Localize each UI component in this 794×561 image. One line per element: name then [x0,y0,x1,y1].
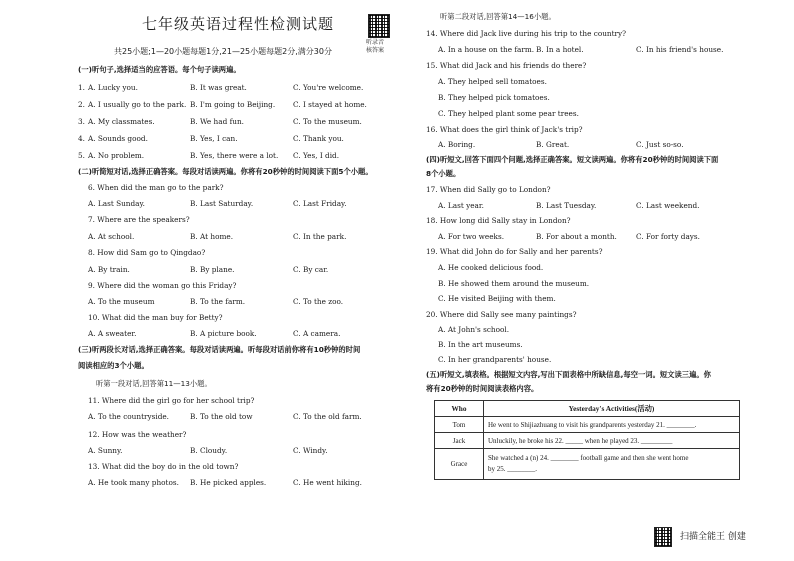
q13-question: 13. What did the boy do in the old town? [88,462,239,471]
q3-option-a[interactable]: A. My classmates. [88,117,155,126]
q1-option-b[interactable]: B. It was great. [190,83,247,92]
q3-option-b[interactable]: B. We had fun. [190,117,245,126]
q2-number: 2. [78,100,85,109]
q16-option-a[interactable]: A. Boring. [438,140,476,149]
table-header-activities: Yesterday's Activities(活动) [484,401,740,417]
q6-question: 6. When did the man go to the park? [88,183,224,192]
q10-option-b[interactable]: B. A picture book. [190,329,257,338]
q11-option-c[interactable]: C. To the old farm. [293,412,362,421]
q19-question: 19. What did John do for Sally and her parents? [426,247,603,256]
q9-question: 9. Where did the woman go this Friday? [88,281,237,290]
table-row [435,417,740,433]
q19-option-b[interactable]: B. He showed them around the museum. [438,279,590,288]
q20-option-b[interactable]: B. In the art museums. [438,340,523,349]
q8-option-a[interactable]: A. By train. [88,265,130,274]
section3-instruction-cont: 阅读相应的3个小题。 [78,361,149,370]
q13-option-b[interactable]: B. He picked apples. [190,478,267,487]
q6-option-c[interactable]: C. Last Friday. [293,199,347,208]
q13-option-c[interactable]: C. He went hiking. [293,478,362,487]
scanner-qr-icon [654,527,672,547]
scanner-brand: 扫描全能王 创建 [680,532,746,542]
q8-option-c[interactable]: C. By car. [293,265,329,274]
q19-option-c[interactable]: C. He visited Beijing with them. [438,294,556,303]
q16-option-c[interactable]: C. Just so-so. [636,140,684,149]
q6-option-a[interactable]: A. Last Sunday. [88,199,145,208]
q18-question: 18. How long did Sally stay in London? [426,216,571,225]
q20-option-a[interactable]: A. At John's school. [438,325,510,334]
section3-instruction: (三)听两段长对话,选择正确答案。每段对话读两遍。听每段对话前你将有10秒钟的时间 [78,345,361,354]
table-header-who: Who [435,401,484,417]
q7-option-b[interactable]: B. At home. [190,232,234,241]
q12-question: 12. How was the weather? [88,430,187,439]
section5-instruction-cont: 将有20秒钟的时间阅读表格内容。 [426,384,539,393]
q12-option-c[interactable]: C. Windy. [293,446,328,455]
q15-option-b[interactable]: B. They helped pick tomatoes. [438,93,550,102]
q14-option-c[interactable]: C. In his friend's house. [636,45,724,54]
q10-option-a[interactable]: A. A sweater. [88,329,137,338]
q1-option-c[interactable]: C. You're welcome. [293,83,364,92]
q7-option-a[interactable]: A. At school. [88,232,135,241]
q11-question: 11. Where did the girl go for her school trip? [88,396,255,405]
q10-option-c[interactable]: C. A camera. [293,329,341,338]
q7-question: 7. Where are the speakers? [88,215,190,224]
q9-option-a[interactable]: A. To the museum [88,297,155,306]
q1-option-a[interactable]: A. Lucky you. [88,83,138,92]
qr-code-icon[interactable] [368,14,390,38]
table-cell-activity[interactable] [484,449,740,480]
q15-option-c[interactable]: C. They helped plant some pear trees. [438,109,579,118]
qr-label-listen: 听录音 [366,39,385,46]
q20-option-c[interactable]: C. In her grandparents' house. [438,355,552,364]
q8-option-b[interactable]: B. By plane. [190,265,235,274]
section3-part2-label: 听第二段对话,回答第14—16小题。 [440,12,556,21]
grace-activity-line1: She watched a (n) 24. ________ football game and then she went home [488,454,689,462]
q5-number: 5. [78,151,85,160]
table-row [435,449,740,480]
table-cell-who: Jack [435,433,484,449]
section2-instruction: (二)听简短对话,选择正确答案。每段对话读两遍。你将有20秒钟的时间阅读下面5个小题。 [78,167,373,176]
q11-option-b[interactable]: B. To the old tow [190,412,253,421]
table-cell-activity[interactable]: He went to Shijiazhuang to visit his grandparents yesterday 21. ________. [484,417,740,433]
q6-option-b[interactable]: B. Last Saturday. [190,199,254,208]
q1-number: 1. [78,83,85,92]
q16-question: 16. What does the girl think of Jack's trip? [426,125,583,134]
q2-option-c[interactable]: C. I stayed at home. [293,100,367,109]
q17-option-c[interactable]: C. Last weekend. [636,201,700,210]
table-cell-who: Tom [435,417,484,433]
q14-option-b[interactable]: B. In a hotel. [536,45,584,54]
q17-option-b[interactable]: B. Last Tuesday. [536,201,597,210]
q15-question: 15. What did Jack and his friends do there? [426,61,587,70]
q4-option-c[interactable]: C. Thank you. [293,134,344,143]
q18-option-a[interactable]: A. For two weeks. [438,232,505,241]
q11-option-a[interactable]: A. To the countryside. [88,412,169,421]
q14-question: 14. Where did Jack live during his trip to the country? [426,29,627,38]
q2-option-a[interactable]: A. I usually go to the park. [88,100,187,109]
page-title: 七年级英语过程性检测试题 [142,15,335,33]
table-header-row [435,401,740,417]
q10-question: 10. What did the man buy for Betty? [88,313,223,322]
q9-option-c[interactable]: C. To the zoo. [293,297,344,306]
q4-option-b[interactable]: B. Yes, I can. [190,134,238,143]
q18-option-c[interactable]: C. For forty days. [636,232,700,241]
grace-activity-line2: by 25. ________. [488,465,537,473]
q12-option-b[interactable]: B. Cloudy. [190,446,228,455]
q14-option-a[interactable]: A. In a house on the farm. [438,45,535,54]
q20-question: 20. Where did Sally see many paintings? [426,310,577,319]
section5-instruction: (五)听短文,填表格。根据短文内容,写出下面表格中所缺信息,每空一词。短文读三遍。你 [426,370,711,379]
q13-option-a[interactable]: A. He took many photos. [88,478,179,487]
table-row [435,433,740,449]
table-cell-activity[interactable]: Unluckily, he broke his 22. _____ when he played 23. _________ [484,433,740,449]
q12-option-a[interactable]: A. Sunny. [88,446,123,455]
q18-option-b[interactable]: B. For about a month. [536,232,617,241]
q5-option-a[interactable]: A. No problem. [88,151,145,160]
q7-option-c[interactable]: C. In the park. [293,232,347,241]
section1-instruction: (一)听句子,选择适当的应答语。每个句子读两遍。 [78,65,241,74]
q5-option-b[interactable]: B. Yes, there were a lot. [190,151,279,160]
q17-question: 17. When did Sally go to London? [426,185,551,194]
q8-question: 8. How did Sam go to Qingdao? [88,248,206,257]
q3-option-c[interactable]: C. To the museum. [293,117,362,126]
table-cell-who: Grace [435,449,484,480]
qr-label-answers: 核答案 [366,47,385,54]
q19-option-a[interactable]: A. He cooked delicious food. [438,263,544,272]
section4-instruction-cont: 8个小题。 [426,169,461,178]
q15-option-a[interactable]: A. They helped sell tomatoes. [438,77,547,86]
q16-option-b[interactable]: B. Great. [536,140,570,149]
q4-number: 4. [78,134,85,143]
q2-option-b[interactable]: B. I'm going to Beijing. [190,100,276,109]
exam-summary: 共25小题;1—20小题每题1分,21—25小题每题2分,满分30分 [114,47,332,56]
q5-option-c[interactable]: C. Yes, I did. [293,151,340,160]
q4-option-a[interactable]: A. Sounds good. [88,134,148,143]
q17-option-a[interactable]: A. Last year. [438,201,484,210]
section4-instruction: (四)听短文,回答下面四个问题,选择正确答案。短文读两遍。你将有20秒钟的时间阅读下面 [426,155,719,164]
q3-number: 3. [78,117,85,126]
activities-table [434,400,740,480]
section3-part1-label: 听第一段对话,回答第11—13小题。 [96,379,212,388]
q9-option-b[interactable]: B. To the farm. [190,297,246,306]
